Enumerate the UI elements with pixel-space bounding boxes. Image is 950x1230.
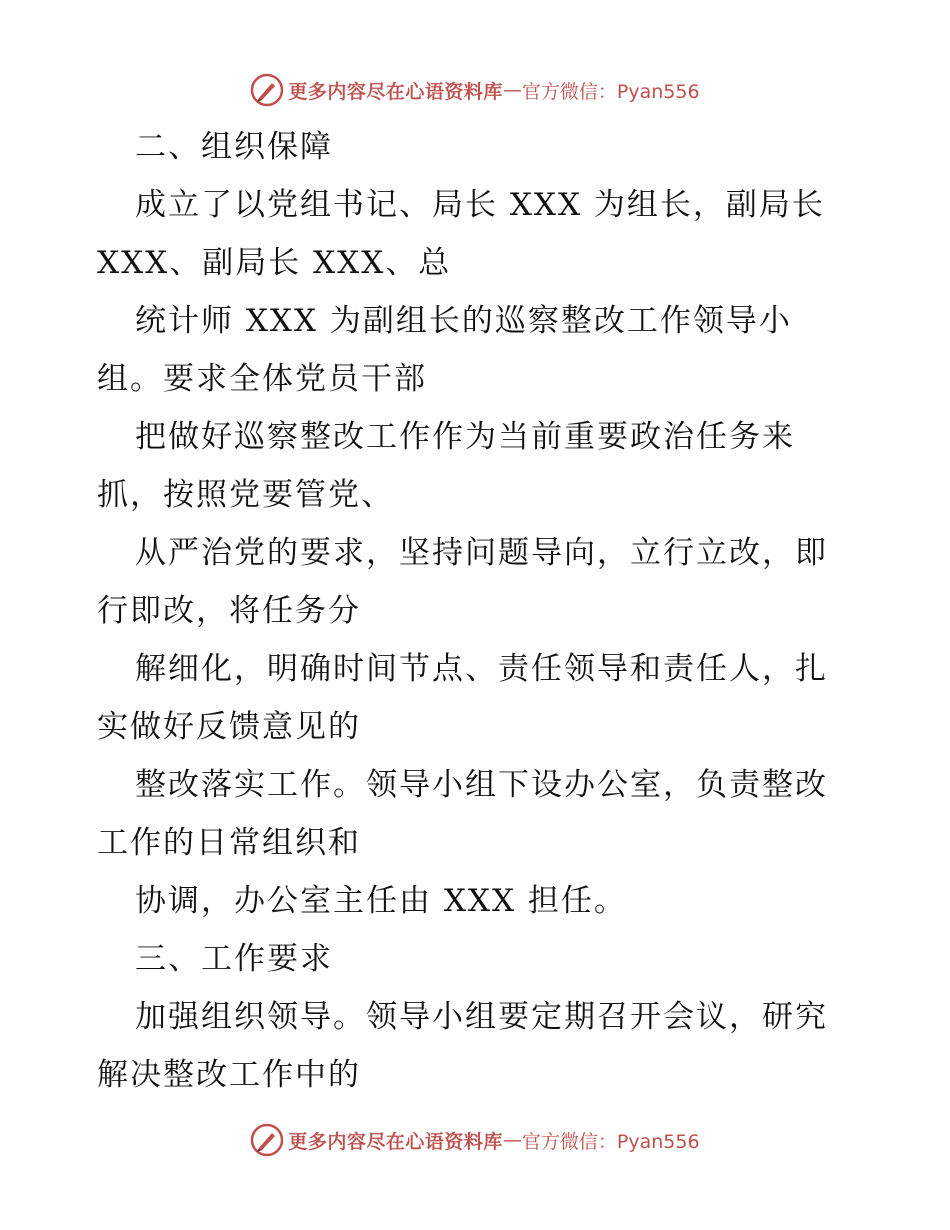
paragraph-line: 组。要求全体党员干部 (97, 361, 427, 397)
paragraph-line: 解细化，明确时间节点、责任领导和责任人，扎 (135, 651, 828, 687)
paragraph-line: 协调，办公室主任由 XXX 担任。 (135, 883, 627, 919)
paragraph-line: 成立了以党组书记、局长 XXX 为组长，副局长 (135, 187, 825, 223)
paragraph-line: 加强组织领导。领导小组要定期召开会议，研究 (135, 999, 828, 1035)
paragraph-line: XXX、副局长 XXX、总 (97, 245, 452, 281)
banner-account-text: 官方微信：Pyan556 (521, 80, 700, 103)
pen-logo-icon (250, 1123, 284, 1157)
section-heading: 二、组织保障 (135, 129, 333, 165)
paragraph-line: 统计师 XXX 为副组长的巡察整改工作领导小 (135, 303, 792, 339)
paragraph-line: 从严治党的要求，坚持问题导向，立行立改，即 (135, 535, 828, 571)
paragraph-line: 解决整改工作中的 (97, 1057, 361, 1093)
section-heading: 三、工作要求 (135, 941, 333, 977)
banner-brand-text: 更多内容尽在心语资料库 (288, 1130, 503, 1153)
paragraph-line: 整改落实工作。领导小组下设办公室，负责整改 (135, 767, 828, 803)
paragraph-line: 把做好巡察整改工作作为当前重要政治任务来 (135, 419, 795, 455)
banner-separator: — (502, 79, 522, 101)
pen-logo-icon (250, 73, 284, 107)
banner-brand-text: 更多内容尽在心语资料库 (288, 80, 503, 103)
paragraph-line: 行即改，将任务分 (97, 593, 361, 629)
paragraph-line: 工作的日常组织和 (97, 825, 361, 861)
footer-watermark-banner (0, 1120, 950, 1160)
paragraph-line: 实做好反馈意见的 (97, 709, 361, 745)
paragraph-line: 抓，按照党要管党、 (97, 477, 394, 513)
banner-separator: — (502, 1129, 522, 1151)
banner-account-text: 官方微信：Pyan556 (521, 1130, 700, 1153)
header-watermark-banner (0, 70, 950, 110)
